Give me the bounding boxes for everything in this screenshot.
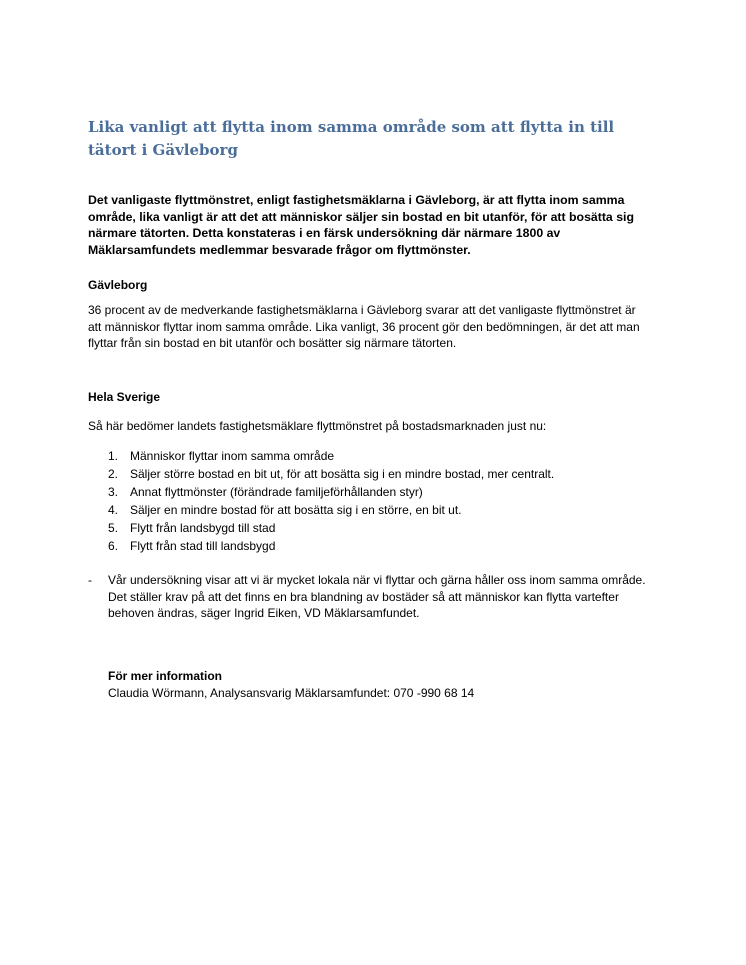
list-item: [108, 538, 554, 556]
list-item-number: 3.: [108, 485, 119, 499]
list-item-number: 1.: [108, 449, 119, 463]
contact-heading: För mer information: [108, 669, 223, 683]
section-body-gavleborg: 36 procent av de medverkande fastighetsmäklarna i Gävleborg svarar att det vanligaste flyttmönstret är att människor flyttar inom samma område. Lika vanligt, 36 procent gör den bedömningen, är det att man flyttar från sin bostad en bit utanför och bosätter sig närmare tätorten.: [88, 303, 640, 350]
quote-dash: -: [88, 573, 92, 587]
contact-line: Claudia Wörmann, Analysansvarig Mäklarsamfundet: 070 -990 68 14: [108, 685, 475, 700]
section-body-hela-sverige: Så här bedömer landets fastighetsmäklare flyttmönstret på bostadsmarknaden just nu:: [88, 419, 547, 433]
list-item-number: 6.: [108, 539, 119, 553]
quote-text: Vår undersökning visar att vi är mycket lokala när vi flyttar och gärna håller oss inom samma område. Det ställer krav på att det finns en bra blandning av bostäder så att människor kan flytta vartefter behoven ändras, säger Ingrid Eiken, VD Mäklarsamfundet.: [108, 573, 646, 620]
section-heading-gavleborg: Gävleborg: [88, 278, 148, 292]
list-item-text: Säljer större bostad en bit ut, för att bosätta sig i en mindre bostad, mer centralt.: [130, 467, 555, 481]
list-item-text: Människor flyttar inom samma område: [130, 449, 335, 463]
list-item: [108, 502, 554, 520]
list-item-number: 5.: [108, 521, 119, 535]
list-item-text: Säljer en mindre bostad för att bosätta sig i en större, en bit ut.: [130, 503, 462, 517]
list-item-text: Flytt från landsbygd till stad: [130, 521, 276, 535]
contact-block: [108, 668, 474, 701]
document-title: Lika vanligt att flytta inom samma område som att flytta in till tätort i Gävleborg: [88, 118, 615, 159]
list-item: [108, 466, 554, 484]
list-item: [108, 448, 554, 466]
section-heading-hela-sverige: Hela Sverige: [88, 390, 161, 404]
list-item-text: Flytt från stad till landsbygd: [130, 539, 276, 553]
list-item-text: Annat flyttmönster (förändrade familjeförhållanden styr): [130, 485, 423, 499]
list-item-number: 2.: [108, 467, 119, 481]
lead-paragraph: Det vanligaste flyttmönstret, enligt fastighetsmäklarna i Gävleborg, är att flytta inom samma område, lika vanligt är att det att människor säljer sin bostad en bit utanför, för att bosätta sig närmare tätorten. Detta konstateras i en färsk undersökning där närmare 1800 av Mäklarsamfundets medlemmar besvarade frågor om flyttmönster.: [88, 193, 634, 257]
list-item: [108, 484, 554, 502]
ranking-list: [108, 448, 554, 556]
quote-block: [88, 572, 648, 622]
list-item: [108, 520, 554, 538]
list-item-number: 4.: [108, 503, 119, 517]
